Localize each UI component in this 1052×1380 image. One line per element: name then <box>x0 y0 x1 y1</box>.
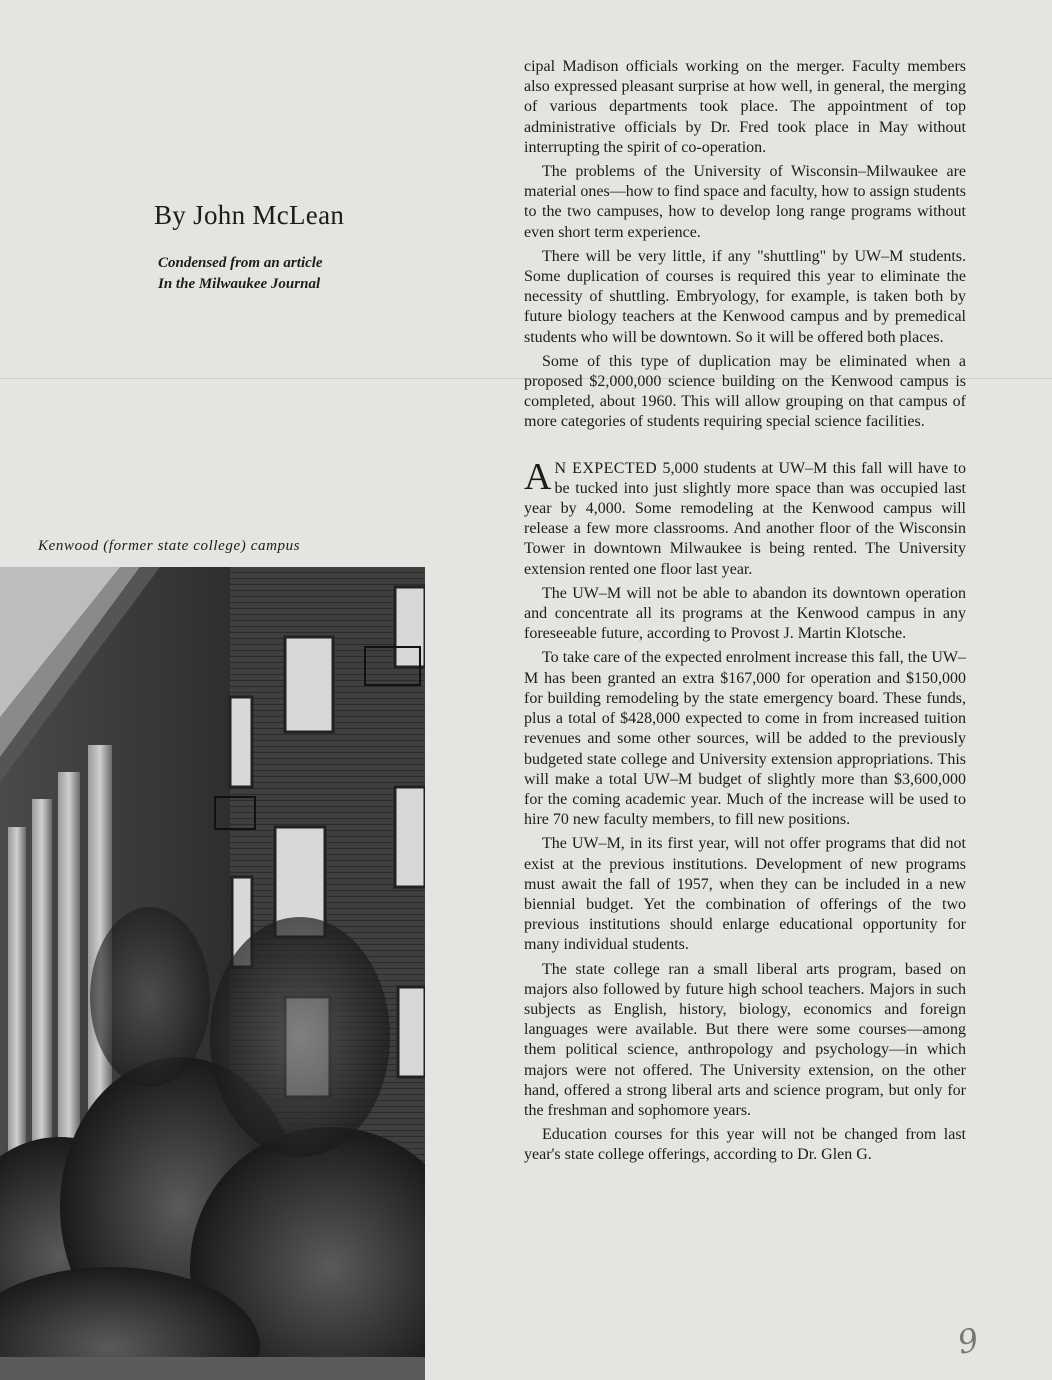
article-paragraph: cipal Madison officials working on the merger. Faculty members also expressed pleasant surprise at how well, in general, the merging of various departments took place. The appointment of top administrative officials by Dr. Fred took place in May without interrupting the spirit of co-operation. <box>524 58 966 156</box>
source-credit <box>158 253 390 295</box>
author-name: By John McLean <box>154 200 345 230</box>
drop-cap: A <box>524 455 552 498</box>
section-opening-paragraph <box>524 455 966 580</box>
section-opening-text: 5,000 students at UW–M this fall will have to be tucked into just slightly more space than was occupied last year by 4,000. Some remodeling at the Kenwood campus will release a few more classrooms. And another floor of the Wisconsin Tower in downtown Milwaukee is being rented. The University extension rented one floor last year. <box>524 459 966 578</box>
article-paragraph: To take care of the expected enrolment increase this fall, the UW–M has been granted an extra $167,000 for operation and $150,000 for building remodeling by the state emergency board. These funds, plus a total of $428,000 expected to come in from increased tuition revenues and some other sources, will be added to the previously budgeted state college and University extension appropriations. This will make a total UW–M budget of slightly more than $3,600,000 for the coming academic year. Much of the increase will be used to hire 70 new faculty members, to fill new positions. <box>524 649 966 829</box>
article-body <box>524 57 966 1170</box>
article-paragraph: The UW–M, in its first year, will not offer programs that did not exist at the previous institutions. Development of new programs must await the fall of 1957, when they can be included in a new biennial budget. Yet the combination of offerings of the two previous institutions should enlarge educational opportunity for many individual students. <box>524 835 966 954</box>
article-paragraph: The UW–M will not be able to abandon its downtown operation and concentrate all its programs at the Kenwood campus in any foreseeable future, according to Provost J. Martin Klotsche. <box>524 584 966 643</box>
byline <box>150 200 390 295</box>
campus-building-image <box>0 567 425 1380</box>
article-paragraph: There will be very little, if any "shuttling" by UW–M students. Some duplication of courses is required this year to eliminate the necessity of shuttling. Embryology, for example, is taken both by future biology teachers at the Kenwood campus and by premedical students who will be downtown. So it will be offered both places. <box>524 247 966 346</box>
article-paragraph: The problems of the University of Wisconsin–Milwaukee are material ones—how to find space and faculty, how to assign students to the two campuses, how to develop long range programs without even short term experience. <box>524 163 966 241</box>
article-paragraph: Some of this type of duplication may be eliminated when a proposed $2,000,000 science building on the Kenwood campus is completed, about 1960. This will allow grouping on that campus of more categories of students requiring special science facilities. <box>524 352 966 431</box>
source-line-2: In the Milwaukee Journal <box>158 276 321 292</box>
source-line-1: Condensed from an article <box>158 255 323 271</box>
handwritten-page-number: 9 <box>954 1320 983 1362</box>
article-paragraph: The state college ran a small liberal arts program, based on majors also followed by future high school teachers. Majors in such subjects as English, history, biology, economics and foreign languages were available. But there were some courses—among them political science, anthropology and psychology—in which majors were not offered. The University extension, on the other hand, offered a strong liberal arts and science program, but only for the freshman and sophomore years. <box>524 960 966 1119</box>
lead-in-caps: N EXPECTED <box>554 459 658 477</box>
photo-caption: Kenwood (former state college) campus <box>38 538 301 554</box>
article-paragraph: Education courses for this year will not be changed from last year's state college offerings, according to Dr. Glen G. <box>524 1126 966 1164</box>
campus-photo <box>0 567 425 1380</box>
